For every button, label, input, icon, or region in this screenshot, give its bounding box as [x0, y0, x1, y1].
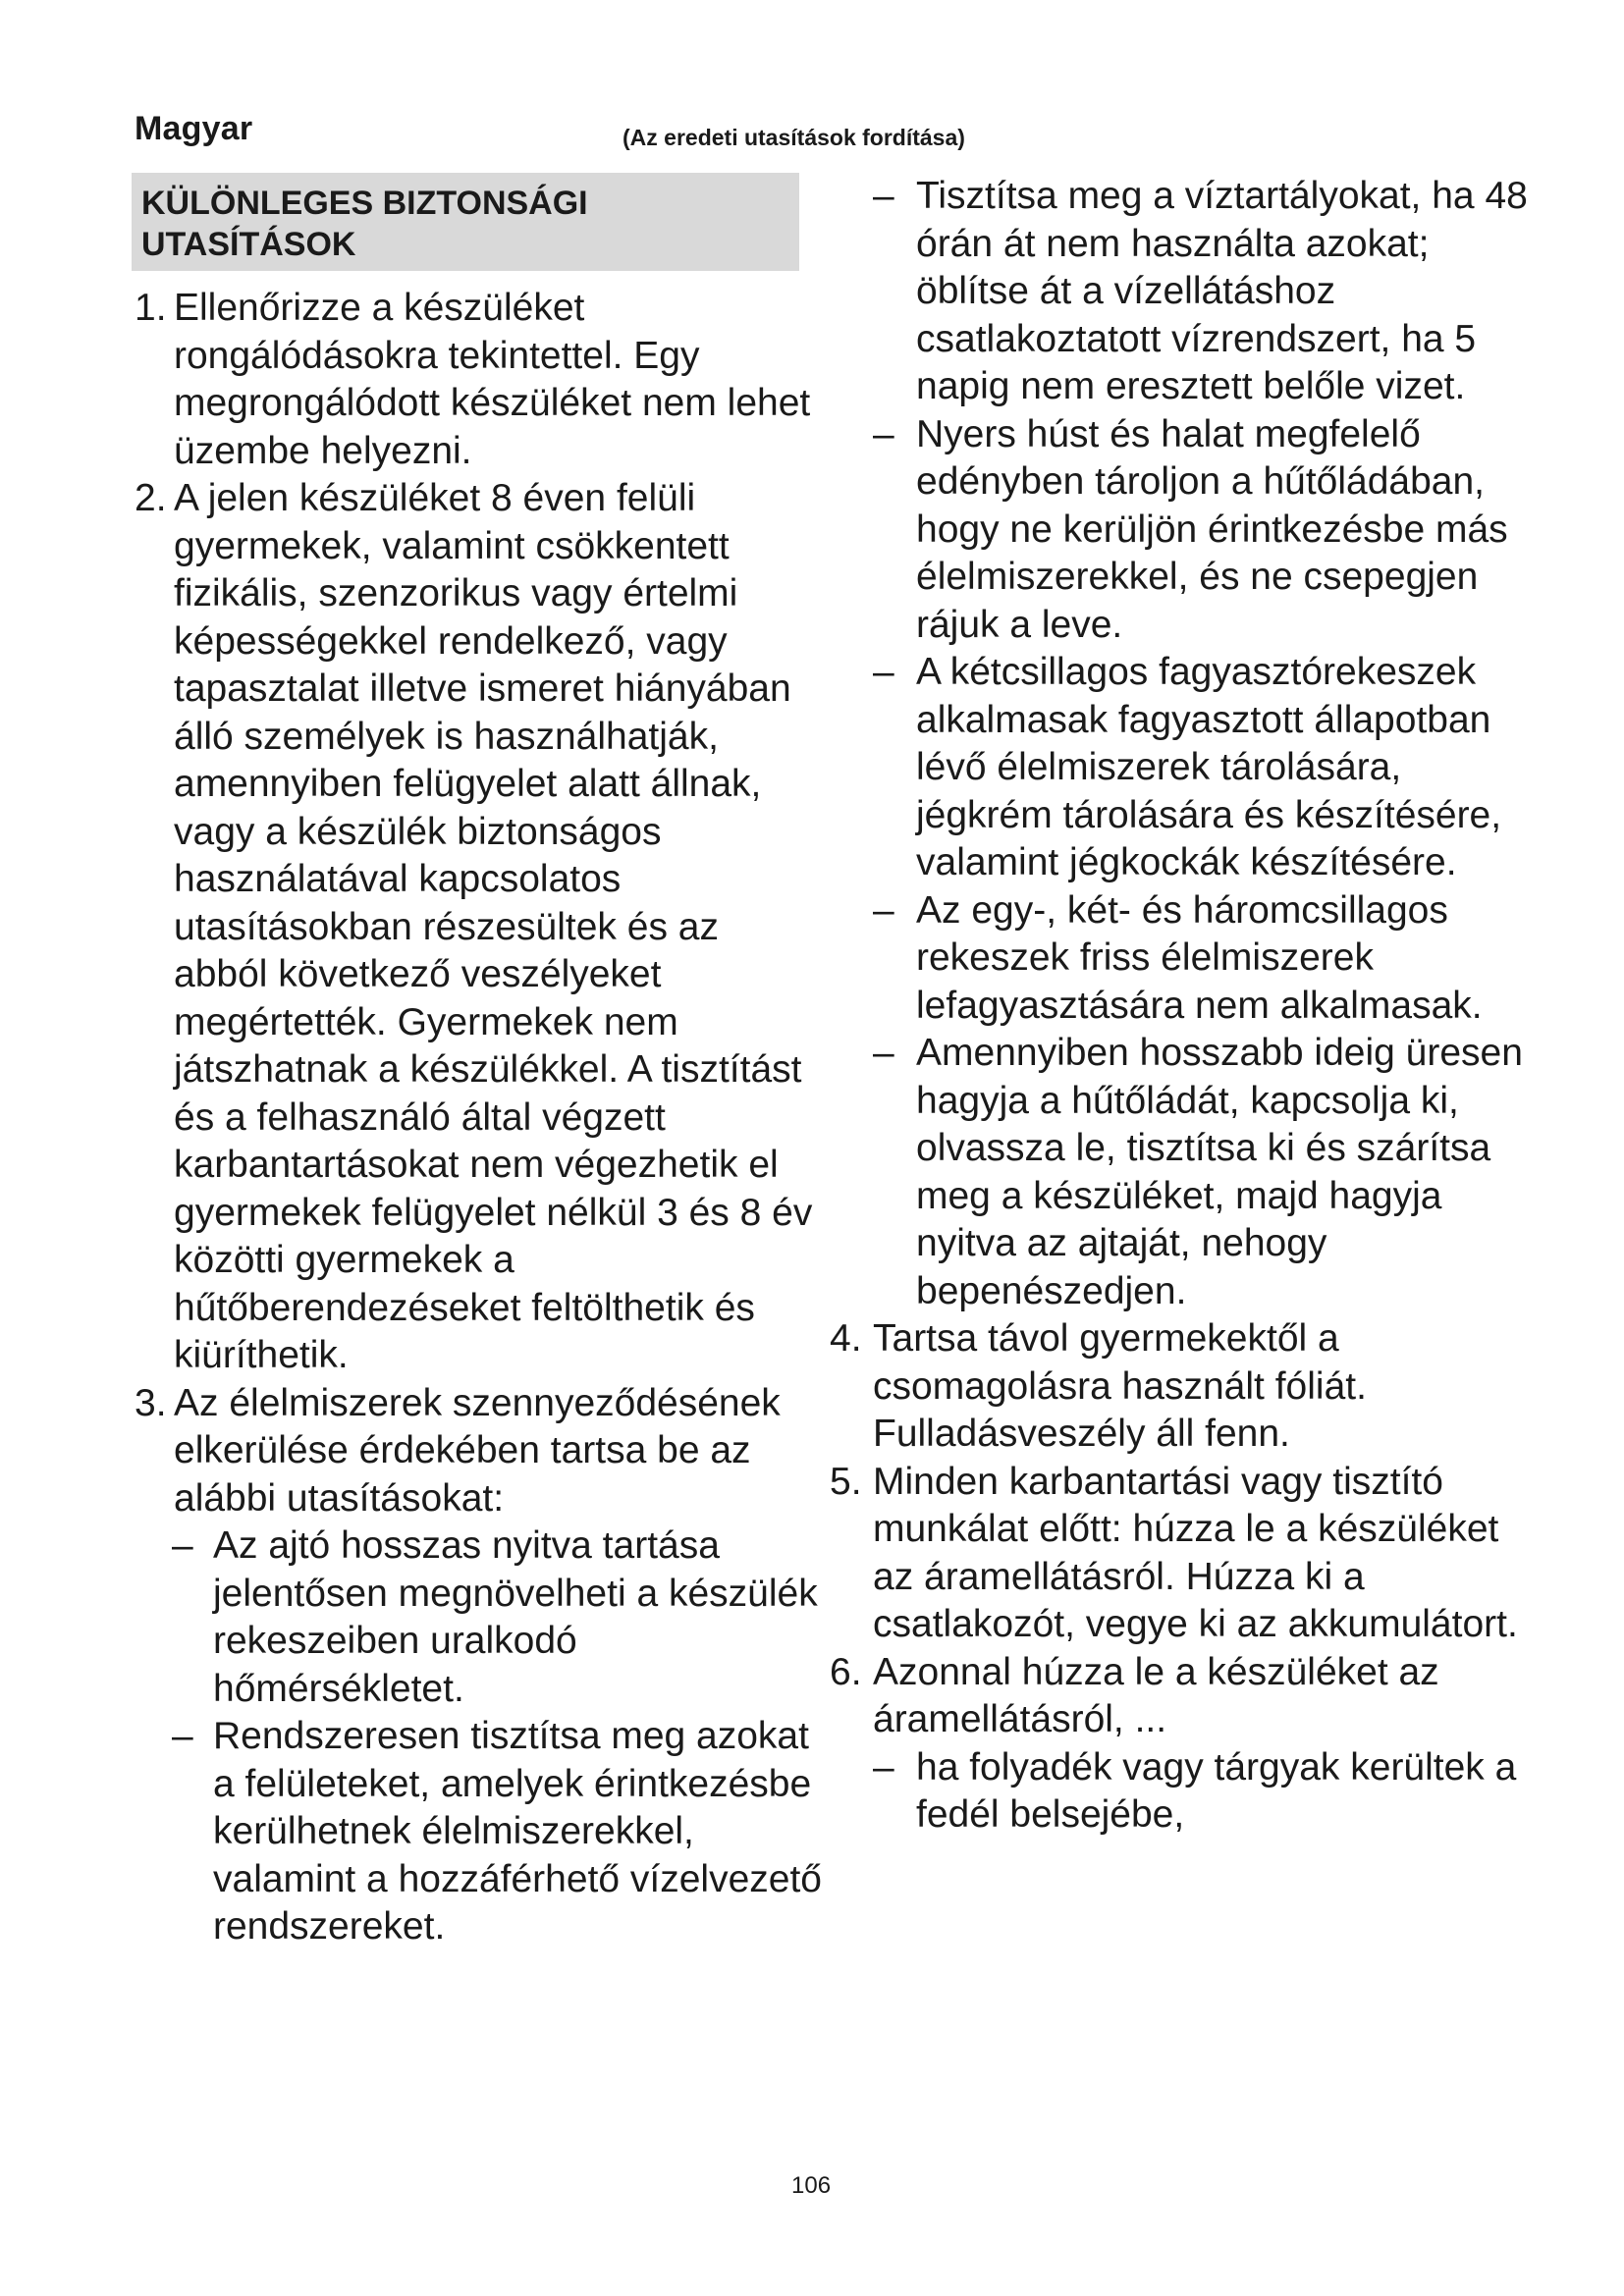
sub-item [135, 1713, 822, 1951]
right-column [830, 173, 1537, 1840]
language-label: Magyar [135, 110, 253, 147]
dash-bullet: – [873, 1745, 894, 1789]
left-column [135, 285, 822, 1951]
dash-bullet: – [172, 1524, 193, 1567]
item-number: 2. [135, 477, 167, 519]
sub-item [830, 411, 1537, 650]
sub-item-text: Amennyiben hosszabb ideig üresen hagyja a hűtőládát, kapcsolja ki, olvassza le, tisztítsa ki és szárítsa meg a készüléket, majd hagyja nyitva az ajtaját, nehogy bepenészedjen. [916, 1032, 1523, 1312]
list-item-5 [830, 1459, 1537, 1649]
item-number: 3. [135, 1381, 167, 1424]
sub-item [135, 1522, 822, 1713]
sub-item-text: Rendszeresen tisztítsa meg azokat a felületeket, amelyek érintkezésbe kerülhetnek élelmiszerekkel, valamint a hozzáférhető vízelvezető rendszereket. [213, 1715, 823, 1948]
dash-bullet: – [873, 412, 894, 455]
item-text: Az élelmiszerek szennyeződésének elkerülése érdekében tartsa be az alábbi utasításokat: [174, 1381, 781, 1520]
item-number: 4. [830, 1317, 862, 1360]
dash-bullet: – [873, 651, 894, 693]
section-title-line2: UTASÍTÁSOK [141, 226, 356, 263]
item-text: Minden karbantartási vagy tisztító munkálat előtt: húzza le a készüléket az áramellátásról. Húzza ki a csatlakozót, vegye ki az akkumulátort. [873, 1460, 1518, 1645]
sub-item-text: Az ajtó hosszas nyitva tartása jelentősen megnövelheti a készülék rekeszeiben uralkodó hőmérsékletet. [213, 1524, 818, 1710]
list-item-1 [135, 285, 822, 475]
sub-item [830, 649, 1537, 887]
dash-bullet: – [873, 888, 894, 932]
section-title-line1: KÜLÖNLEGES BIZTONSÁGI [141, 185, 588, 222]
item-number: 1. [135, 287, 167, 329]
item-number: 6. [830, 1650, 862, 1693]
sub-item [830, 887, 1537, 1031]
item-text: Tartsa távol gyermekektől a csomagolásra használt fóliát. Fulladásveszély áll fenn. [873, 1317, 1367, 1455]
sub-item-text: Az egy-, két- és háromcsillagos rekeszek friss élelmiszerek lefagyasztására nem alkalmasak. [916, 888, 1483, 1027]
dash-bullet: – [873, 1032, 894, 1074]
dash-bullet: – [873, 175, 894, 217]
item-text: A jelen készüléket 8 éven felüli gyermekek, valamint csökkentett fizikális, szenzorikus vagy értelmi képességekkel rendelkező, vagy tapasztalat illetve ismeret hiányában álló személyek is használhatják, amennyiben felügyelet alatt állnak, vagy a készülék biztonságos használatával kapcsolatos utasításokban részesültek és az abból következő veszélyeket megértették. Gyermekek nem játszhatnak a készülékkel. A tisztítást és a felhasználó által végzett karbantartásokat nem végezhetik el gyermekek felügyelet nélkül 3 és 8 év közötti gyermekek a hűtőberendezéseket feltölthetik és kiüríthetik. [174, 477, 813, 1376]
list-item-6 [830, 1649, 1537, 1744]
item-text: Azonnal húzza le a készüléket az áramellátásról, ... [873, 1650, 1439, 1740]
sub-item-text: ha folyadék vagy tárgyak kerültek a fedél belsejébe, [916, 1745, 1517, 1836]
section-title [132, 173, 799, 271]
item-number: 5. [830, 1460, 862, 1503]
list-item-3 [135, 1380, 822, 1523]
list-item-2 [135, 475, 822, 1380]
list-item-4 [830, 1315, 1537, 1459]
sub-item [830, 173, 1537, 411]
sub-item [830, 1744, 1537, 1840]
sub-item-text: A kétcsillagos fagyasztórekeszek alkalmasak fagyasztott állapotban lévő élelmiszerek tárolására, jégkrém tárolására és készítésére, valamint jégkockák készítésére. [916, 651, 1502, 883]
dash-bullet: – [172, 1715, 193, 1757]
sub-item [830, 1030, 1537, 1315]
page-number: 106 [791, 2172, 832, 2199]
item-text: Ellenőrizze a készüléket rongálódásokra tekintettel. Egy megrongálódott készüléket nem lehet üzembe helyezni. [174, 287, 811, 472]
translation-note: (Az eredeti utasítások fordítása) [623, 125, 965, 150]
sub-item-text: Nyers húst és halat megfelelő edényben tároljon a hűtőládában, hogy ne kerüljön érintkezésbe más élelmiszerekkel, és ne csepegjen rájuk a leve. [916, 412, 1508, 646]
sub-item-text: Tisztítsa meg a víztartályokat, ha 48 órán át nem használta azokat; öblítse át a vízellátáshoz csatlakoztatott vízrendszert, ha 5 napig nem eresztett belőle vizet. [916, 175, 1528, 407]
